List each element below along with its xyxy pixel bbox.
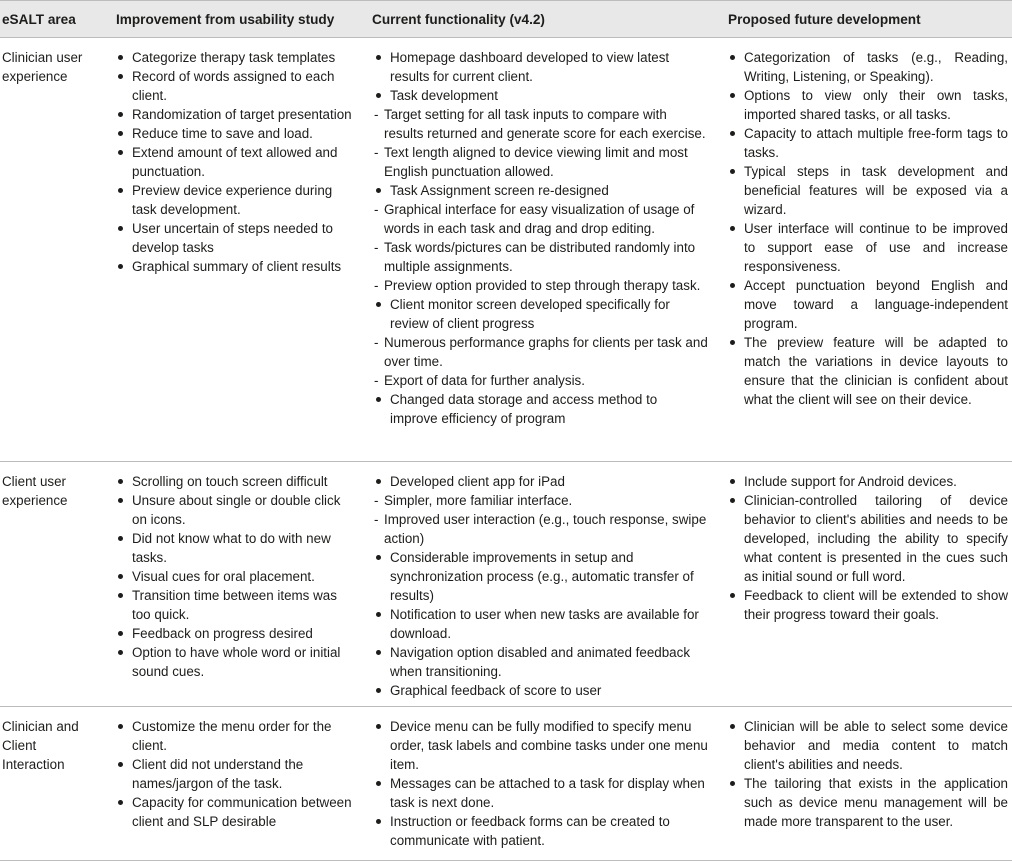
sub-list-item: - Numerous performance graphs for clients per task and over time.	[374, 333, 708, 371]
list-item: Client did not understand the names/jargon of the task.	[116, 755, 356, 793]
improvement-cell	[104, 707, 362, 861]
sub-list-item: - Task words/pictures can be distributed randomly into multiple assignments.	[374, 238, 708, 276]
list-item: Notification to user when new tasks are available for download.	[374, 605, 708, 643]
list-item: Customize the menu order for the client.	[116, 717, 356, 755]
list-item: Clinician will be able to select some device behavior and media content to match client's abilities and needs.	[728, 717, 1008, 774]
area-cell: Clinician and Client Interaction	[2, 719, 79, 772]
list-item: The tailoring that exists in the application such as device menu management will be made more transparent to the user.	[728, 774, 1008, 831]
current-cell	[362, 707, 714, 861]
list-item: Categorize therapy task templates	[116, 48, 356, 67]
area-cell: Clinician user experience	[2, 50, 83, 84]
list-item: Scrolling on touch screen difficult	[116, 472, 356, 491]
header-improvement: Improvement from usability study	[116, 11, 335, 27]
list-item: Changed data storage and access method to improve efficiency of program	[374, 390, 708, 428]
list-item: Visual cues for oral placement.	[116, 567, 356, 586]
list-item: Homepage dashboard developed to view latest results for current client.	[374, 48, 708, 86]
current-cell	[362, 38, 714, 462]
sub-list-item: - Simpler, more familiar interface.	[374, 491, 708, 510]
list-item: Feedback to client will be extended to show their progress toward their goals.	[728, 586, 1008, 624]
list-item: Client monitor screen developed specifically for review of client progress	[374, 295, 708, 333]
list-item: Capacity for communication between client and SLP desirable	[116, 793, 356, 831]
list-item: Transition time between items was too quick.	[116, 586, 356, 624]
list-item: Instruction or feedback forms can be created to communicate with patient.	[374, 812, 708, 850]
list-item: Option to have whole word or initial sound cues.	[116, 643, 356, 681]
list-item: Feedback on progress desired	[116, 624, 356, 643]
list-item: User interface will continue to be improved to support ease of use and increase responsiveness.	[728, 219, 1008, 276]
list-item: Graphical summary of client results	[116, 257, 356, 276]
sub-list-item: - Graphical interface for easy visualization of usage of words in each task and drag and drop editing.	[374, 200, 708, 238]
list-item: Categorization of tasks (e.g., Reading, Writing, Listening, or Speaking).	[728, 48, 1008, 86]
list-item: Typical steps in task development and beneficial features will be exposed via a wizard.	[728, 162, 1008, 219]
improvement-cell	[104, 462, 362, 707]
sub-list-item: - Text length aligned to device viewing limit and most English punctuation allowed.	[374, 143, 708, 181]
list-item: Reduce time to save and load.	[116, 124, 356, 143]
improvement-cell	[104, 38, 362, 462]
list-item: Task development	[374, 86, 708, 105]
sub-list-item: - Improved user interaction (e.g., touch response, swipe action)	[374, 510, 708, 548]
current-cell	[362, 462, 714, 707]
area-cell: Client user experience	[2, 474, 68, 508]
list-item: Capacity to attach multiple free-form tags to tasks.	[728, 124, 1008, 162]
header-future-development: Proposed future development	[728, 11, 921, 27]
table-row	[0, 707, 1012, 861]
list-item: Accept punctuation beyond English and move toward a language-independent program.	[728, 276, 1008, 333]
list-item: Did not know what to do with new tasks.	[116, 529, 356, 567]
sub-list-item: - Preview option provided to step through therapy task.	[374, 276, 708, 295]
list-item: Developed client app for iPad	[374, 472, 708, 491]
table-row	[0, 38, 1012, 462]
list-item: Task Assignment screen re-designed	[374, 181, 708, 200]
header-row	[0, 1, 1012, 38]
list-item: Device menu can be fully modified to specify menu order, task labels and combine tasks under one menu item.	[374, 717, 708, 774]
list-item: Navigation option disabled and animated feedback when transitioning.	[374, 643, 708, 681]
list-item: Record of words assigned to each client.	[116, 67, 356, 105]
list-item: Preview device experience during task development.	[116, 181, 356, 219]
list-item: Unsure about single or double click on icons.	[116, 491, 356, 529]
table-row	[0, 462, 1012, 707]
list-item: Options to view only their own tasks, imported shared tasks, or all tasks.	[728, 86, 1008, 124]
list-item: Considerable improvements in setup and synchronization process (e.g., automatic transfer of results)	[374, 548, 708, 605]
list-item: Randomization of target presentation	[116, 105, 356, 124]
list-item: Clinician-controlled tailoring of device behavior to client's abilities and needs to be developed, including the ability to specify what content is presented in the cues such as initial sound or full word.	[728, 491, 1008, 586]
future-cell	[714, 707, 1012, 861]
list-item: Include support for Android devices.	[728, 472, 1008, 491]
sub-list-item: - Export of data for further analysis.	[374, 371, 708, 390]
future-cell	[714, 462, 1012, 707]
list-item: The preview feature will be adapted to match the variations in device layouts to ensure that the clinician is confident about what the client will see on their device.	[728, 333, 1008, 409]
future-cell	[714, 38, 1012, 462]
header-esalt-area: eSALT area	[2, 11, 76, 27]
header-current-functionality: Current functionality (v4.2)	[372, 11, 545, 27]
sub-list-item: - Target setting for all task inputs to compare with results returned and generate score for each exercise.	[374, 105, 708, 143]
list-item: Extend amount of text allowed and punctuation.	[116, 143, 356, 181]
list-item: Messages can be attached to a task for display when task is next done.	[374, 774, 708, 812]
list-item: Graphical feedback of score to user	[374, 681, 708, 700]
list-item: User uncertain of steps needed to develop tasks	[116, 219, 356, 257]
